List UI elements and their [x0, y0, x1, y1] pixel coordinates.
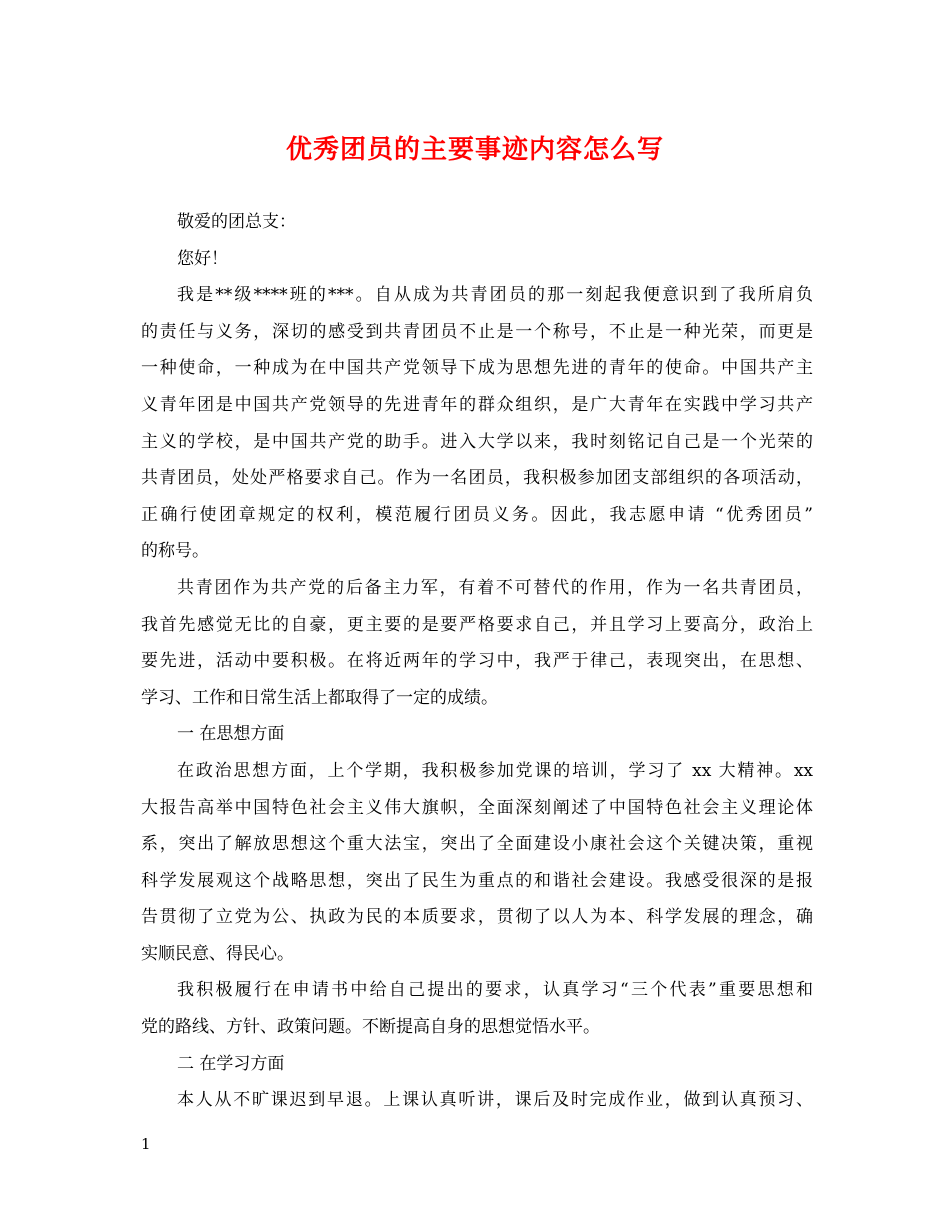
text-line: 正确行使团章规定的权利，模范履行团员义务。因此，我志愿申请 “优秀团员” [141, 504, 813, 525]
text-line: 敬爱的团总支： [177, 212, 296, 232]
document-title: 优秀团员的主要事迹内容怎么写 [285, 135, 664, 165]
text-line: 要先进，活动中要积极。在将近两年的学习中，我严于律己，表现突出，在思想、 [141, 651, 813, 672]
text-line: 党的路线、方针、政策问题。不断提高自身的思想觉悟水平。 [141, 1017, 600, 1038]
text-line: 的称号。 [141, 541, 209, 562]
text-line: 科学发展观这个战略思想，突出了民生为重点的和谐社会建设。我感受很深的是报 [141, 870, 813, 891]
document-body [141, 204, 813, 1119]
text-line: 我积极履行在申请书中给自己提出的要求，认真学习“三个代表”重要思想和 [177, 980, 813, 1001]
text-line: 实顺民意、得民心。 [141, 943, 294, 964]
text-line: 一 在思想方面 [177, 724, 285, 745]
text-line: 主义的学校，是中国共产党的助手。进入大学以来，我时刻铭记自己是一个光荣的 [141, 431, 813, 452]
text-line: 您好！ [177, 248, 228, 269]
text-line: 大报告高举中国特色社会主义伟大旗帜，全面深刻阐述了中国特色社会主义理论体 [141, 797, 813, 818]
text-line: 在政治思想方面，上个学期，我积极参加党课的培训，学习了 xx 大精神。xx [177, 760, 813, 781]
text-line: 共青团作为共产党的后备主力军，有着不可替代的作用，作为一名共青团员， [177, 577, 813, 598]
text-line: 告贯彻了立党为公、执政为民的本质要求，贯彻了以人为本、科学发展的理念，确 [141, 907, 813, 928]
text-line: 共青团员，处处严格要求自己。作为一名团员，我积极参加团支部组织的各项活动， [141, 468, 813, 489]
text-line: 系，突出了解放思想这个重大法宝，突出了全面建设小康社会这个关键决策，重视 [141, 834, 813, 855]
page-number: 1 [141, 1135, 151, 1153]
text-line: 的责任与义务，深切的感受到共青团员不止是一个称号，不止是一种光荣，而更是 [141, 321, 813, 342]
text-line: 二 在学习方面 [177, 1053, 285, 1074]
text-line: 本人从不旷课迟到早退。上课认真听讲，课后及时完成作业，做到认真预习、 [177, 1090, 813, 1111]
text-line: 义青年团是中国共产党领导的先进青年的群众组织，是广大青年在实践中学习共产 [141, 394, 813, 415]
text-line: 我是**级****班的***。自从成为共青团员的那一刻起我便意识到了我所肩负 [177, 285, 813, 306]
text-line: 我首先感觉无比的自豪，更主要的是要严格要求自己，并且学习上要高分，政治上 [141, 614, 813, 635]
text-line: 一种使命，一种成为在中国共产党领导下成为思想先进的青年的使命。中国共产主 [141, 358, 813, 379]
text-line: 学习、工作和日常生活上都取得了一定的成绩。 [141, 687, 498, 708]
